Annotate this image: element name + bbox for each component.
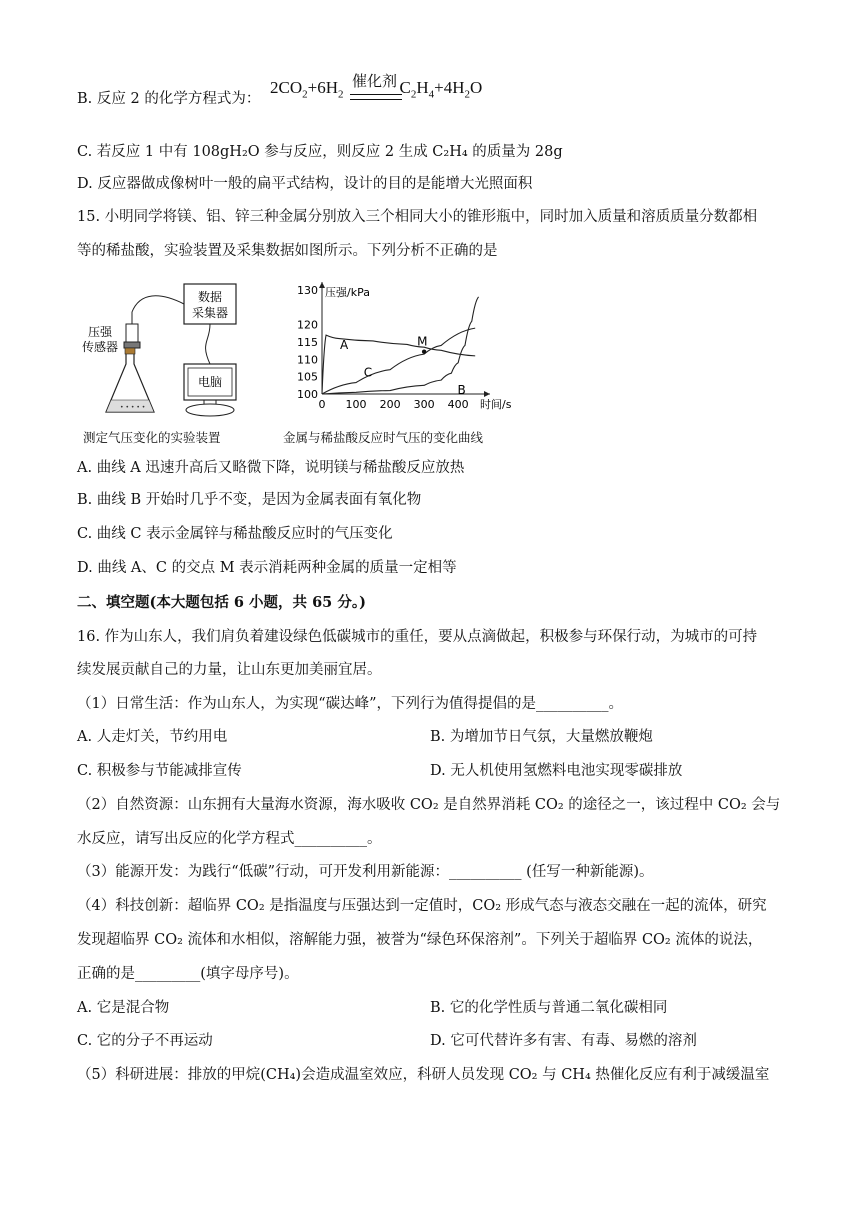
computer-label: 电脑: [197, 375, 223, 389]
collector-label-1: 数据: [197, 290, 223, 304]
section-2-title: 二、填空题(本大题包括 6 小题，共 65 分。): [77, 594, 366, 611]
x-tick-label: 400: [447, 398, 469, 411]
q16-part4-option-c: C. 它的分子不再运动: [77, 1033, 213, 1049]
y-tick-label: 130: [297, 284, 318, 297]
x-axis-label: 时间/s: [480, 398, 512, 411]
catalyst-label: 催化剂: [352, 72, 398, 90]
point-m: [422, 350, 426, 354]
svg-text:• • • • •: • • • • •: [120, 404, 146, 411]
q15-option-d: D. 曲线 A、C 的交点 M 表示消耗两种金属的质量一定相等: [77, 560, 457, 576]
q15-option-c: C. 曲线 C 表示金属锌与稀盐酸反应时的气压变化: [77, 526, 393, 542]
q16-part4-line1: （4）科技创新：超临界 CO₂ 是指温度与压强达到一定值时，CO₂ 形成气态与液态交融在一起的流体，研究: [77, 898, 767, 914]
point-m-label: M: [417, 334, 428, 349]
q14-option-b-prefix: B. 反应 2 的化学方程式为：: [77, 91, 261, 107]
series-label-C: C: [363, 365, 373, 380]
q16-stem-line2: 续发展贡献自己的力量，让山东更加美丽宜居。: [77, 662, 382, 678]
q16-part2-line1: （2）自然资源：山东拥有大量海水资源，海水吸收 CO₂ 是自然界消耗 CO₂ 的途径之一，该过程中 CO₂ 会与: [77, 797, 781, 813]
q14-option-b: [77, 89, 260, 109]
q16-part1-option-b: B. 为增加节日气氛，大量燃放鞭炮: [430, 729, 653, 745]
q14-option-d: D. 反应器做成像树叶一般的扁平式结构，设计的目的是能增大光照面积: [77, 176, 533, 192]
q16-part1-option-a: A. 人走灯关，节约用电: [77, 729, 228, 745]
q16-part4-option-b: B. 它的化学性质与普通二氧化碳相同: [430, 1000, 668, 1016]
y-tick-label: 105: [297, 370, 318, 384]
q14-option-c: C. 若反应 1 中有 108gH₂O 参与反应，则反应 2 生成 C₂H₄ 的质量为 28g: [77, 144, 563, 160]
pressure-sensor: [126, 324, 138, 342]
q16-part1-option-c: C. 积极参与节能减排宣传: [77, 763, 242, 779]
x-tick-label: 300: [413, 398, 435, 411]
series-label-A: A: [340, 337, 349, 352]
y-axis-label: 压强/kPa: [325, 286, 370, 299]
q16-stem-line1: 16. 作为山东人，我们肩负着建设绿色低碳城市的重任，要从点滴做起，积极参与环保行动，为城市的可持: [77, 629, 758, 645]
q16-part1: （1）日常生活：作为山东人，为实现“碳达峰”，下列行为值得提倡的是__________。: [77, 696, 624, 712]
q15-stem-line2: 等的稀盐酸，实验装置及采集数据如图所示。下列分析不正确的是: [77, 243, 498, 259]
y-tick-label: 115: [297, 336, 318, 349]
y-tick-label: 120: [297, 318, 318, 332]
q14-equation: $2CO_2+6H_2$ $C_2H_4+4H_2O$: [270, 78, 483, 101]
x-tick-label: 200: [379, 398, 401, 411]
apparatus-figure: [80, 282, 280, 427]
q15-option-a: A. 曲线 A 迅速升高后又略微下降，说明镁与稀盐酸反应放热: [77, 460, 465, 476]
x-tick-label: 100: [345, 398, 367, 411]
q15-stem-line1: 15. 小明同学将镁、铝、锌三种金属分别放入三个相同大小的锥形瓶中，同时加入质量和溶质质量分数都相: [77, 209, 758, 225]
sensor-label-1: 压强: [87, 325, 113, 339]
pressure-chart: [292, 276, 514, 426]
q16-part1-option-d: D. 无人机使用氢燃料电池实现零碳排放: [430, 763, 683, 779]
apparatus-caption: 测定气压变化的实验装置: [83, 430, 221, 445]
y-tick-label: 100: [297, 388, 318, 401]
x-tick-label: 0: [318, 398, 326, 411]
q16-part4-line2: 发现超临界 CO₂ 流体和水相似，溶解能力强，被誉为“绿色环保溶剂”。下列关于超临界 CO₂ 流体的说法，: [77, 932, 763, 948]
q16-part4-option-a: A. 它是混合物: [77, 1000, 170, 1016]
series-label-B: B: [457, 383, 466, 397]
collector-label-2: 采集器: [191, 306, 229, 320]
q16-part2-line2: 水反应，请写出反应的化学方程式__________。: [77, 831, 382, 847]
q16-part5-line1: （5）科研进展：排放的甲烷(CH₄)会造成温室效应，科研人员发现 CO₂ 与 CH₄ 热催化反应有利于减缓温室: [77, 1067, 770, 1083]
q15-option-b: B. 曲线 B 开始时几乎不变，是因为金属表面有氧化物: [77, 492, 422, 508]
y-tick-label: 110: [297, 353, 318, 367]
q16-part4-option-d: D. 它可代替许多有害、有毒、易燃的溶剂: [430, 1033, 697, 1049]
sensor-label-2: 传感器: [81, 340, 119, 354]
q16-part3: （3）能源开发：为践行“低碳”行动，可开发利用新能源：__________ (任写一种新能源)。: [77, 864, 654, 880]
equation-double-bar: [350, 94, 402, 100]
x-axis-arrow: [484, 391, 490, 397]
q16-part4-line3: 正确的是_________(填字母序号)。: [77, 966, 299, 982]
chart-caption: 金属与稀盐酸反应时气压的变化曲线: [283, 430, 484, 445]
